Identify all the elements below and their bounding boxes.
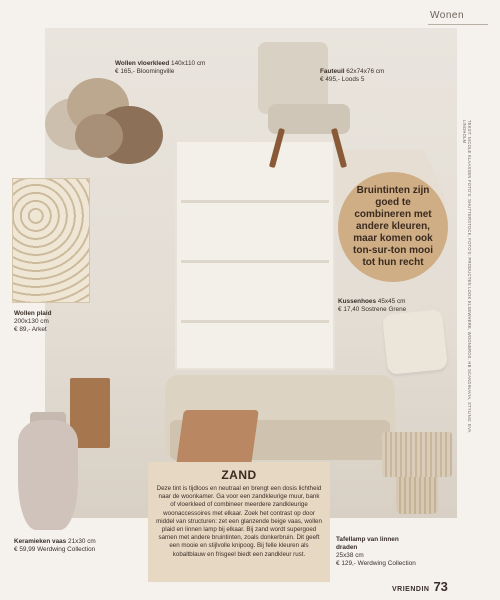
magazine-name: VRIENDIN [392, 586, 430, 593]
armchair-image [250, 42, 360, 162]
zand-body: Deze tint is tijdloos en neutraal en brengt een dosis lichtheid naar de woonkamer. Ga voor een zandkleurige muur, bank of vloerkleed of combineer meerdere zandkleurige woonaccessoires met elkaar. Zoek het contrast op door middel van structuren: zet een glanzende beige vaas, wollen plaid en linnen lamp bij elkaar. Bij zand wordt supergoed samen met andere bruintinten, zoals donkerbruin. Dit geeft een mooie en stijlvolle knipoog. Bij felle kleuren als kobaltblauw en frisgeel biedt een zandkleur rust. [156, 485, 322, 558]
page-footer [392, 579, 448, 594]
vase-image [18, 420, 78, 530]
section-header: Wonen [430, 10, 465, 21]
bookshelf-image [175, 140, 335, 370]
shelf [181, 320, 329, 323]
rug-caption: Wollen vloerkleed 140x110 cm € 165,- Bloomingville [115, 60, 206, 75]
cushion-image [382, 309, 448, 375]
plaid-caption: Wollen plaid 200x130 cm € 89,- Arket [14, 310, 52, 333]
section-rule [428, 24, 488, 25]
quote-bubble [338, 172, 448, 282]
page-number: 73 [433, 579, 448, 594]
lamp-caption: Tafellamp van linnen draden 25x38 cm € 129,- Werdwing Collection [336, 536, 416, 567]
rug-shape [75, 114, 123, 158]
table-lamp-image [382, 432, 452, 514]
cushion-caption: Kussenhoes 45x45 cm € 17,40 Sostrene Grene [338, 298, 407, 313]
zand-textbox [148, 462, 330, 582]
quote-text: Bruintinten zijn goed te combineren met andere kleuren, maar komen ook ton-sur-ton mooi tot hun recht [353, 185, 433, 268]
shelf [181, 260, 329, 263]
zand-title: ZAND [221, 468, 257, 482]
vase-caption: Keramieken vaas 21x30 cm € 59,99 Werdwing Collection [14, 538, 96, 553]
throw-blanket-image [176, 410, 259, 465]
plaid-swatch-image [12, 178, 90, 303]
rug-image [45, 78, 165, 163]
lamp-base [396, 477, 438, 514]
chair-caption: Fauteuil 62x74x76 cm € 495,- Loods 5 [320, 68, 385, 83]
lamp-shade [382, 432, 452, 477]
photo-credit: TEKST: NICOLE KLAASSEN FOTO'S: SHUTTERSTOCK, FOTO'S: PRODUCTEN LOOK ELSEWHERE, WOONBROS. HB SCANDINAVIA, STYLING: EVA LINDHOLM [462, 120, 472, 433]
shelf [181, 200, 329, 203]
